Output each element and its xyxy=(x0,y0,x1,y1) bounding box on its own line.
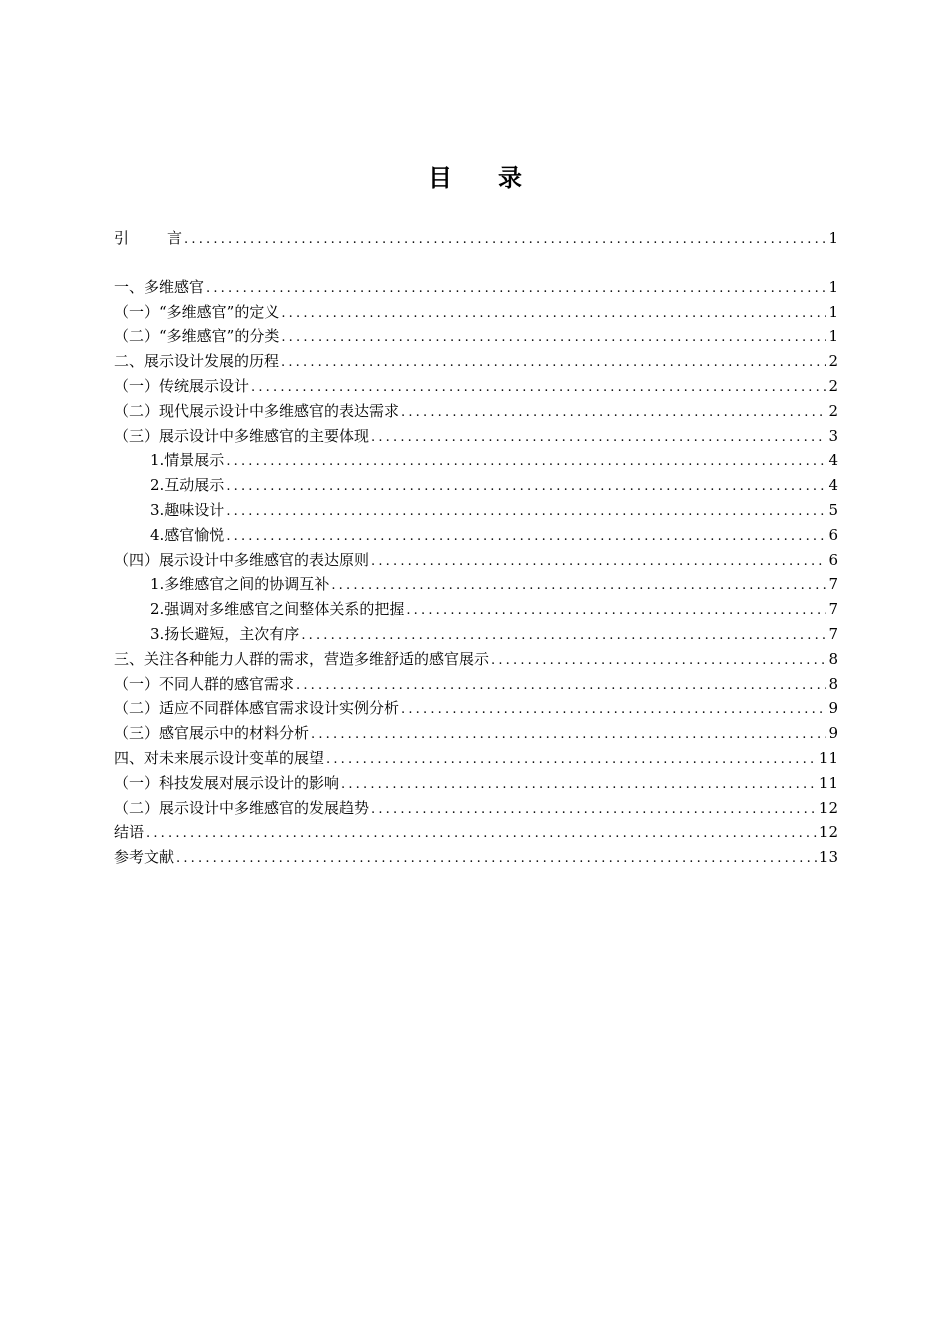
toc-entry-label: 2.互动展示 xyxy=(150,476,225,495)
toc-entry-label: 二、展示设计发展的历程 xyxy=(114,352,280,371)
toc-entry-label: （四）展示设计中多维感官的表达原则 xyxy=(114,550,370,569)
toc-entry[interactable] xyxy=(114,473,838,498)
toc-dot-leader xyxy=(296,674,826,699)
toc-dot-leader xyxy=(176,847,817,872)
toc-entry-label: （二）适应不同群体感官需求设计实例分析 xyxy=(114,699,400,718)
toc-entry[interactable] xyxy=(114,448,838,473)
toc-entry[interactable] xyxy=(114,746,838,771)
toc-entry[interactable] xyxy=(114,647,838,672)
toc-dot-leader xyxy=(226,525,826,550)
toc-title-part1: 目 xyxy=(428,164,452,192)
toc-dot-leader xyxy=(406,599,826,624)
toc-entry-label: （三）感官展示中的材料分析 xyxy=(114,724,310,743)
toc-dot-leader xyxy=(226,500,826,525)
toc-dot-leader xyxy=(311,723,826,748)
toc-dot-leader xyxy=(401,698,826,723)
toc-entry-intro[interactable] xyxy=(114,226,838,251)
toc-dot-leader xyxy=(184,228,826,253)
toc-dot-leader xyxy=(331,574,826,599)
toc-dot-leader xyxy=(251,376,826,401)
toc-entry[interactable] xyxy=(114,820,838,845)
toc-entry-label: 1.情景展示 xyxy=(150,451,225,470)
toc-dot-leader xyxy=(146,822,817,847)
toc-dot-leader xyxy=(226,475,826,500)
toc-title-part2: 录 xyxy=(498,164,522,192)
toc-entry-page: 12 xyxy=(818,823,838,842)
toc-entry-page: 2 xyxy=(828,376,838,395)
toc-dot-leader xyxy=(491,649,826,674)
toc-entry[interactable] xyxy=(114,424,838,449)
toc-entry-page: 6 xyxy=(828,525,838,544)
toc-entry-label: （一）不同人群的感官需求 xyxy=(114,674,295,693)
toc-dot-leader xyxy=(371,550,826,575)
toc-entry-label: （二）现代展示设计中多维感官的表达需求 xyxy=(114,401,400,420)
toc-entry-page: 2 xyxy=(828,352,838,371)
toc-entry-label: 3.趣味设计 xyxy=(150,500,225,519)
toc-entry[interactable] xyxy=(114,696,838,721)
toc-entry-page: 1 xyxy=(828,277,838,296)
toc-dot-leader xyxy=(226,450,826,475)
toc-dot-leader xyxy=(401,401,826,426)
toc-dot-leader xyxy=(371,426,826,451)
toc-entry[interactable] xyxy=(114,771,838,796)
toc-entry-page: 7 xyxy=(828,624,838,643)
toc-dot-leader xyxy=(326,748,817,773)
toc-entry-page: 4 xyxy=(828,451,838,470)
toc-entry[interactable] xyxy=(114,523,838,548)
toc-entry-page: 8 xyxy=(828,649,838,668)
toc-entry-page: 9 xyxy=(828,724,838,743)
toc-dot-leader xyxy=(281,302,826,327)
toc-entry[interactable] xyxy=(114,845,838,870)
toc-entry[interactable] xyxy=(114,399,838,424)
toc-entry-page: 11 xyxy=(818,773,838,792)
toc-entry-page: 11 xyxy=(818,748,838,767)
toc-dot-leader xyxy=(281,351,826,376)
toc-dot-leader xyxy=(206,277,826,302)
toc-dot-leader xyxy=(301,624,826,649)
toc-entry-page: 7 xyxy=(828,575,838,594)
toc-entry-page: 8 xyxy=(828,674,838,693)
toc-dot-leader xyxy=(371,798,817,823)
toc-intro-part1: 引 xyxy=(114,229,130,247)
toc-entry[interactable] xyxy=(114,374,838,399)
toc-entry-label: 4.感官愉悦 xyxy=(150,525,225,544)
toc-entry[interactable] xyxy=(114,498,838,523)
toc-entry[interactable] xyxy=(114,324,838,349)
toc-entry[interactable] xyxy=(114,672,838,697)
toc-entry[interactable] xyxy=(114,300,838,325)
toc-entry-page: 4 xyxy=(828,476,838,495)
toc-entry-label: （一）科技发展对展示设计的影响 xyxy=(114,773,340,792)
table-of-contents xyxy=(114,226,838,870)
toc-intro-part2: 言 xyxy=(167,229,183,247)
toc-entry-page: 2 xyxy=(828,401,838,420)
toc-entry-page: 5 xyxy=(828,500,838,519)
toc-entry-page: 3 xyxy=(828,426,838,445)
toc-entry-label: 结语 xyxy=(114,823,145,842)
toc-entry-page: 13 xyxy=(818,848,838,867)
toc-entry-label: 2.强调对多维感官之间整体关系的把握 xyxy=(150,600,405,619)
toc-entry-page: 1 xyxy=(828,302,838,321)
toc-entry-label: 三、关注各种能力人群的需求，营造多维舒适的感官展示 xyxy=(114,649,490,668)
toc-entry[interactable] xyxy=(114,796,838,821)
toc-entry-label: （一）传统展示设计 xyxy=(114,376,250,395)
toc-entry[interactable] xyxy=(114,572,838,597)
toc-entry-label: 四、对未来展示设计变革的展望 xyxy=(114,748,325,767)
toc-entry-label: （二）展示设计中多维感官的发展趋势 xyxy=(114,798,370,817)
toc-entry[interactable] xyxy=(114,275,838,300)
toc-dot-leader xyxy=(281,326,826,351)
toc-dot-leader xyxy=(341,773,817,798)
toc-entry-label: （二）“多维感官”的分类 xyxy=(114,327,280,346)
toc-entry-label: 3.扬长避短，主次有序 xyxy=(150,624,300,643)
toc-entry-page: 1 xyxy=(828,229,838,247)
toc-entry[interactable] xyxy=(114,597,838,622)
toc-entry-label: 1.多维感官之间的协调互补 xyxy=(150,575,330,594)
toc-entry-page: 12 xyxy=(818,798,838,817)
toc-entry-label: （三）展示设计中多维感官的主要体现 xyxy=(114,426,370,445)
toc-entry-label xyxy=(114,226,182,251)
toc-title xyxy=(0,158,950,193)
toc-entry-label: 参考文献 xyxy=(114,848,175,867)
toc-entry-label: 一、多维感官 xyxy=(114,277,205,296)
toc-entry-page: 6 xyxy=(828,550,838,569)
toc-entry[interactable] xyxy=(114,721,838,746)
toc-entry-label: （一）“多维感官”的定义 xyxy=(114,302,280,321)
toc-entry-page: 9 xyxy=(828,699,838,718)
toc-entry[interactable] xyxy=(114,349,838,374)
toc-entry[interactable] xyxy=(114,548,838,573)
toc-entry[interactable] xyxy=(114,622,838,647)
toc-entry-page: 7 xyxy=(828,600,838,619)
toc-entry-page: 1 xyxy=(828,327,838,346)
